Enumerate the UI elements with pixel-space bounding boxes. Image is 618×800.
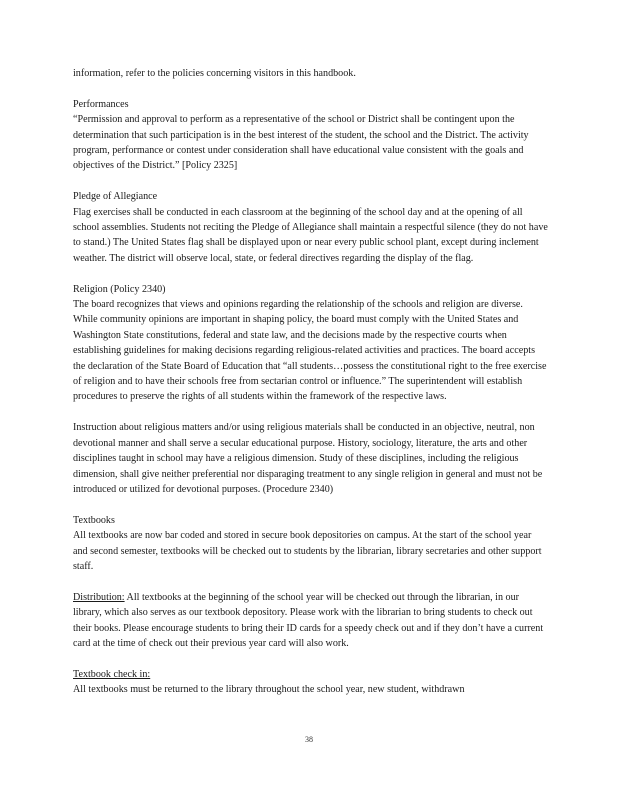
performances-section [73, 97, 548, 174]
distribution-text: All textbooks at the beginning of the school year will be checked out through the librarian, in our library, which also serves as our textbook depository. Please work with the librarian to bring students to check out their books. Please encourage students to bring their ID cards for a speedy check out and if they don’t have a current card at the time of check out their previous year card will also work. [73, 591, 544, 649]
religion-heading: Religion (Policy 2340) [73, 283, 166, 295]
textbooks-heading: Textbooks [73, 514, 115, 526]
performances-heading: Performances [73, 98, 129, 110]
performances-paragraph: “Permission and approval to perform as a representative of the school or District shall be contingent upon the determination that such participation is in the best interest of the student, the school and the District. The activity program, performance or contest under consideration shall have educational value consistent with the goals and objectives of the District.” [Policy 2325] [73, 114, 529, 172]
distribution-paragraph [73, 590, 548, 652]
pledge-section [73, 189, 548, 266]
intro-section [73, 66, 548, 81]
distribution-label: Distribution: [73, 591, 125, 603]
textbooks-section [73, 513, 548, 698]
page-number: 38 [305, 735, 313, 744]
pledge-heading: Pledge of Allegiance [73, 191, 158, 203]
textbooks-paragraph: All textbooks are now bar coded and stored in secure book depositories on campus. At the start of the school year and second semester, textbooks will be checked out to students by the librarian, library secretaries and other support staff. [73, 530, 542, 572]
pledge-paragraph: Flag exercises shall be conducted in each classroom at the beginning of the school day and at the opening of all school assemblies. Students not reciting the Pledge of Allegiance shall maintain a respectful silence (they do not have to stand.) The United States flag shall be displayed upon or near every public school plant, except during inclement weather. The district will observe local, state, or federal directives regarding the display of the flag. [73, 206, 548, 264]
religion-paragraph-1: The board recognizes that views and opinions regarding the relationship of the schools and religion are diverse. While community opinions are important in shaping policy, the board must comply with the United States and Washington State constitutions, federal and state law, and the decisions made by the respective courts when establishing guidelines for making decisions regarding religious-related activities and practices. The board accepts the declaration of the State Board of Education that “all students…possess the constitutional right to the free exercise of religion and to have their schools free from sectarian control or influence.” The superintendent will establish procedures to preserve the rights of all students within the framework of the respective laws. [73, 299, 547, 403]
checkin-paragraph [73, 667, 548, 698]
checkin-text: All textbooks must be returned to the library throughout the school year, new student, withdrawn [73, 684, 465, 696]
intro-paragraph: information, refer to the policies concerning visitors in this handbook. [73, 68, 356, 79]
document-page [73, 66, 548, 713]
religion-section [73, 282, 548, 498]
religion-paragraph-2: Instruction about religious matters and/or using religious materials shall be conducted in an objective, neutral, non devotional manner and shall serve a secular educational purpose. History, sociology, literature, the arts and other disciplines taught in school may have a religious dimension. Study of these disciplines, including the religious dimension, shall give neither preferential nor disparaging treatment to any single religion in general and must not be introduced or utilized for devotional purposes. (Procedure 2340) [73, 422, 543, 495]
checkin-label: Textbook check in: [73, 668, 151, 680]
